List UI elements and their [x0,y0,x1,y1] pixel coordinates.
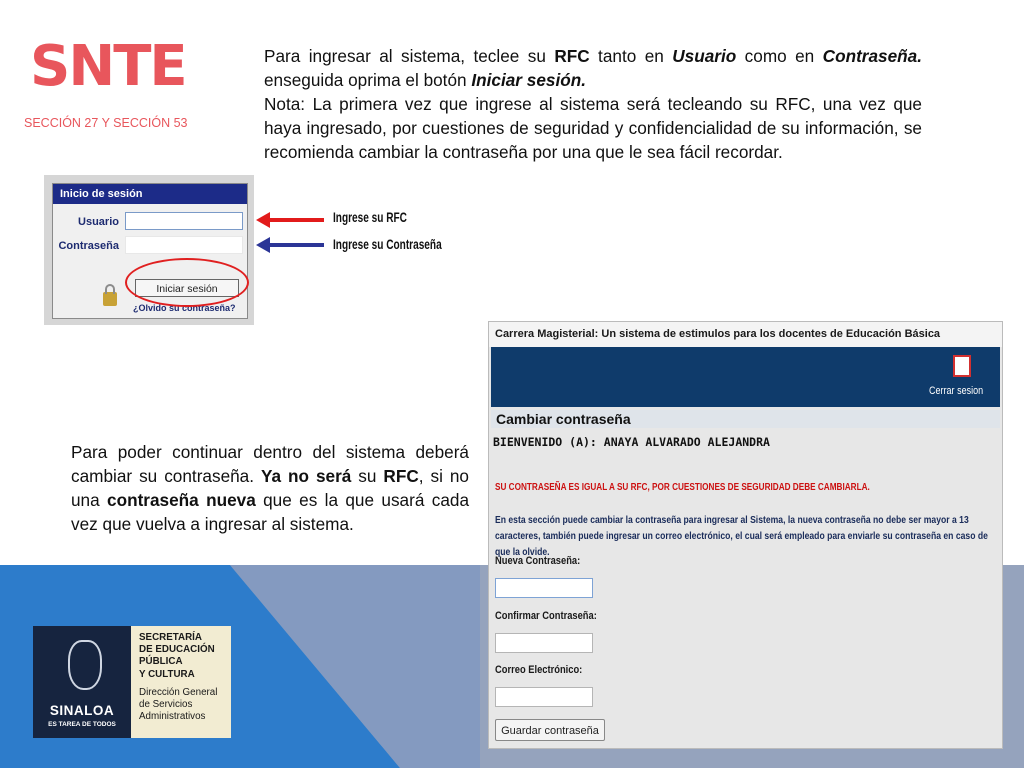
usuario-input[interactable] [125,212,243,230]
instructions-note: Nota: La primera vez que ingrese al sistema será tecleando su RFC, una vez que haya ingresado, por cuestiones de seguridad y confidencialidad de su información, se recomienda cambiar la contraseña por una que le sea fácil recordar. [264,94,922,162]
snte-logo-subtitle: SECCIÓN 27 Y SECCIÓN 53 [24,116,188,130]
login-title: Inicio de sesión [53,184,247,204]
arrow-rfc-label: Ingrese su RFC [333,209,407,225]
change-password-instructions: Para poder continuar dentro del sistema deberá cambiar su contraseña. Ya no será su RFC, si no una contraseña nueva que es la que usará cada vez que vuelva a ingresar al sistema. [71,442,469,534]
logout-link[interactable]: Cerrar sesion [929,385,984,397]
instructions-paragraph: Para ingresar al sistema, teclee su RFC tanto en Usuario como en Contraseña. enseguida oprima el botón Iniciar sesión. [264,46,922,90]
snte-logo [24,34,218,134]
seal-icon [68,640,102,690]
confirm-password-input[interactable] [495,633,593,653]
forgot-password-link[interactable]: ¿Olvido su contraseña? [133,303,236,313]
sinaloa-logo [33,626,231,738]
arrow-left-icon [268,243,324,247]
arrow-left-icon [268,218,324,222]
contrasena-input[interactable] [125,236,243,254]
email-input[interactable] [495,687,593,707]
section-title: Cambiar contraseña [491,410,1000,428]
sinaloa-tagline: ES TAREA DE TODOS [48,721,116,728]
new-password-label: Nueva Contraseña: [495,555,581,567]
lock-icon [103,292,117,306]
save-password-button[interactable]: Guardar contraseña [495,719,605,741]
sinaloa-emblem [33,626,131,738]
usuario-label: Usuario [78,216,119,228]
email-label: Correo Electrónico: [495,664,583,676]
contrasena-label: Contraseña [58,240,119,252]
snte-logo-text: SNTE [30,34,186,99]
confirm-password-label: Confirmar Contraseña: [495,610,597,622]
highlight-oval [125,258,249,307]
arrow-pass-label: Ingrese su Contraseña [333,236,442,252]
warning-text: SU CONTRASEÑA ES IGUAL A SU RFC, POR CUESTIONES DE SEGURIDAD DEBE CAMBIARLA. [495,482,870,493]
change-password-screenshot [488,321,1003,749]
welcome-text: BIENVENIDO (A): ANAYA ALVARADO ALEJANDRA [493,435,770,449]
app-banner [491,347,1000,407]
info-text: En esta sección puede cambiar la contraseña para ingresar al Sistema, la nueva contraseña no debe ser mayor a 13 caracteres, también puede ingresar un correo electrónico, el cual será empleado para enviarle su contraseña en caso de que la olvide. [495,514,988,558]
exit-icon[interactable] [953,355,971,377]
login-instructions [264,44,922,164]
app-header: Carrera Magisterial: Un sistema de estimulos para los docentes de Educación Básica [489,322,1002,347]
sep-text: SECRETARÍA DE EDUCACIÓN PÚBLICA Y CULTURA Dirección General de Servicios Administrativos [139,632,218,723]
iniciar-sesion-button[interactable]: Iniciar sesión [135,279,239,297]
sinaloa-name: SINALOA [49,703,115,718]
new-password-input[interactable] [495,578,593,598]
